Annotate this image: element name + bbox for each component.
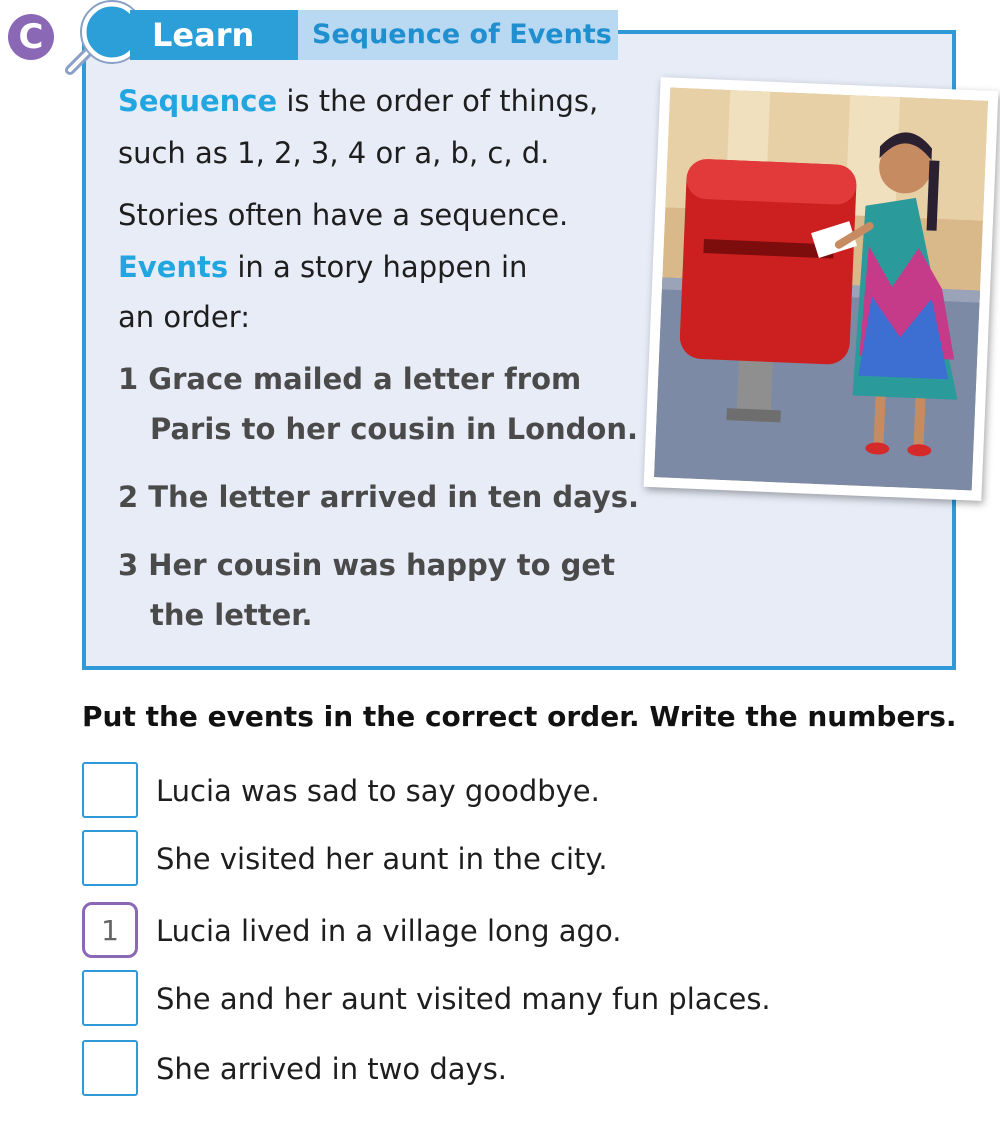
term-events: Events bbox=[118, 250, 229, 284]
learn-tab: Learn bbox=[130, 10, 298, 60]
exercise-item-1 bbox=[82, 762, 962, 820]
definition-events-cont: an order: bbox=[118, 300, 250, 334]
section-badge: C bbox=[8, 14, 54, 60]
example-event-3-cont: the letter. bbox=[150, 598, 313, 632]
topic-title: Sequence of Events bbox=[298, 10, 618, 60]
exercise-item-2-text: She visited her aunt in the city. bbox=[156, 842, 608, 876]
exercise-item-1-text: Lucia was sad to say goodbye. bbox=[156, 774, 600, 808]
example-event-3: 3 Her cousin was happy to get bbox=[118, 548, 615, 582]
definition-events bbox=[118, 250, 527, 284]
exercise-item-4-text: She and her aunt visited many fun places. bbox=[156, 982, 771, 1016]
answer-box-1[interactable] bbox=[82, 762, 138, 818]
illustration-girl-mailbox bbox=[644, 77, 999, 501]
exercise-item-3-text: Lucia lived in a village long ago. bbox=[156, 914, 622, 948]
definition-sequence-text: is the order of things, bbox=[277, 84, 599, 118]
answer-box-5[interactable] bbox=[82, 1040, 138, 1096]
exercise-item-3 bbox=[82, 902, 962, 960]
term-sequence: Sequence bbox=[118, 84, 278, 118]
definition-example: such as 1, 2, 3, 4 or a, b, c, d. bbox=[118, 136, 550, 170]
answer-box-2[interactable] bbox=[82, 830, 138, 886]
definition-events-text: in a story happen in bbox=[228, 250, 528, 284]
exercise-item-4 bbox=[82, 970, 962, 1028]
exercise-item-5 bbox=[82, 1040, 962, 1098]
stories-sentence: Stories often have a sequence. bbox=[118, 198, 569, 232]
exercise-item-5-text: She arrived in two days. bbox=[156, 1052, 508, 1086]
example-event-1: 1 Grace mailed a letter from bbox=[118, 362, 582, 396]
example-event-2: 2 The letter arrived in ten days. bbox=[118, 480, 639, 514]
exercise-item-2 bbox=[82, 830, 962, 888]
exercise-instruction: Put the events in the correct order. Write the numbers. bbox=[82, 700, 957, 733]
example-event-1-cont: Paris to her cousin in London. bbox=[150, 412, 639, 446]
girl-mailbox-picture bbox=[654, 88, 988, 491]
definition-sequence bbox=[118, 84, 598, 118]
answer-box-4[interactable] bbox=[82, 970, 138, 1026]
answer-box-3[interactable]: 1 bbox=[82, 902, 138, 958]
